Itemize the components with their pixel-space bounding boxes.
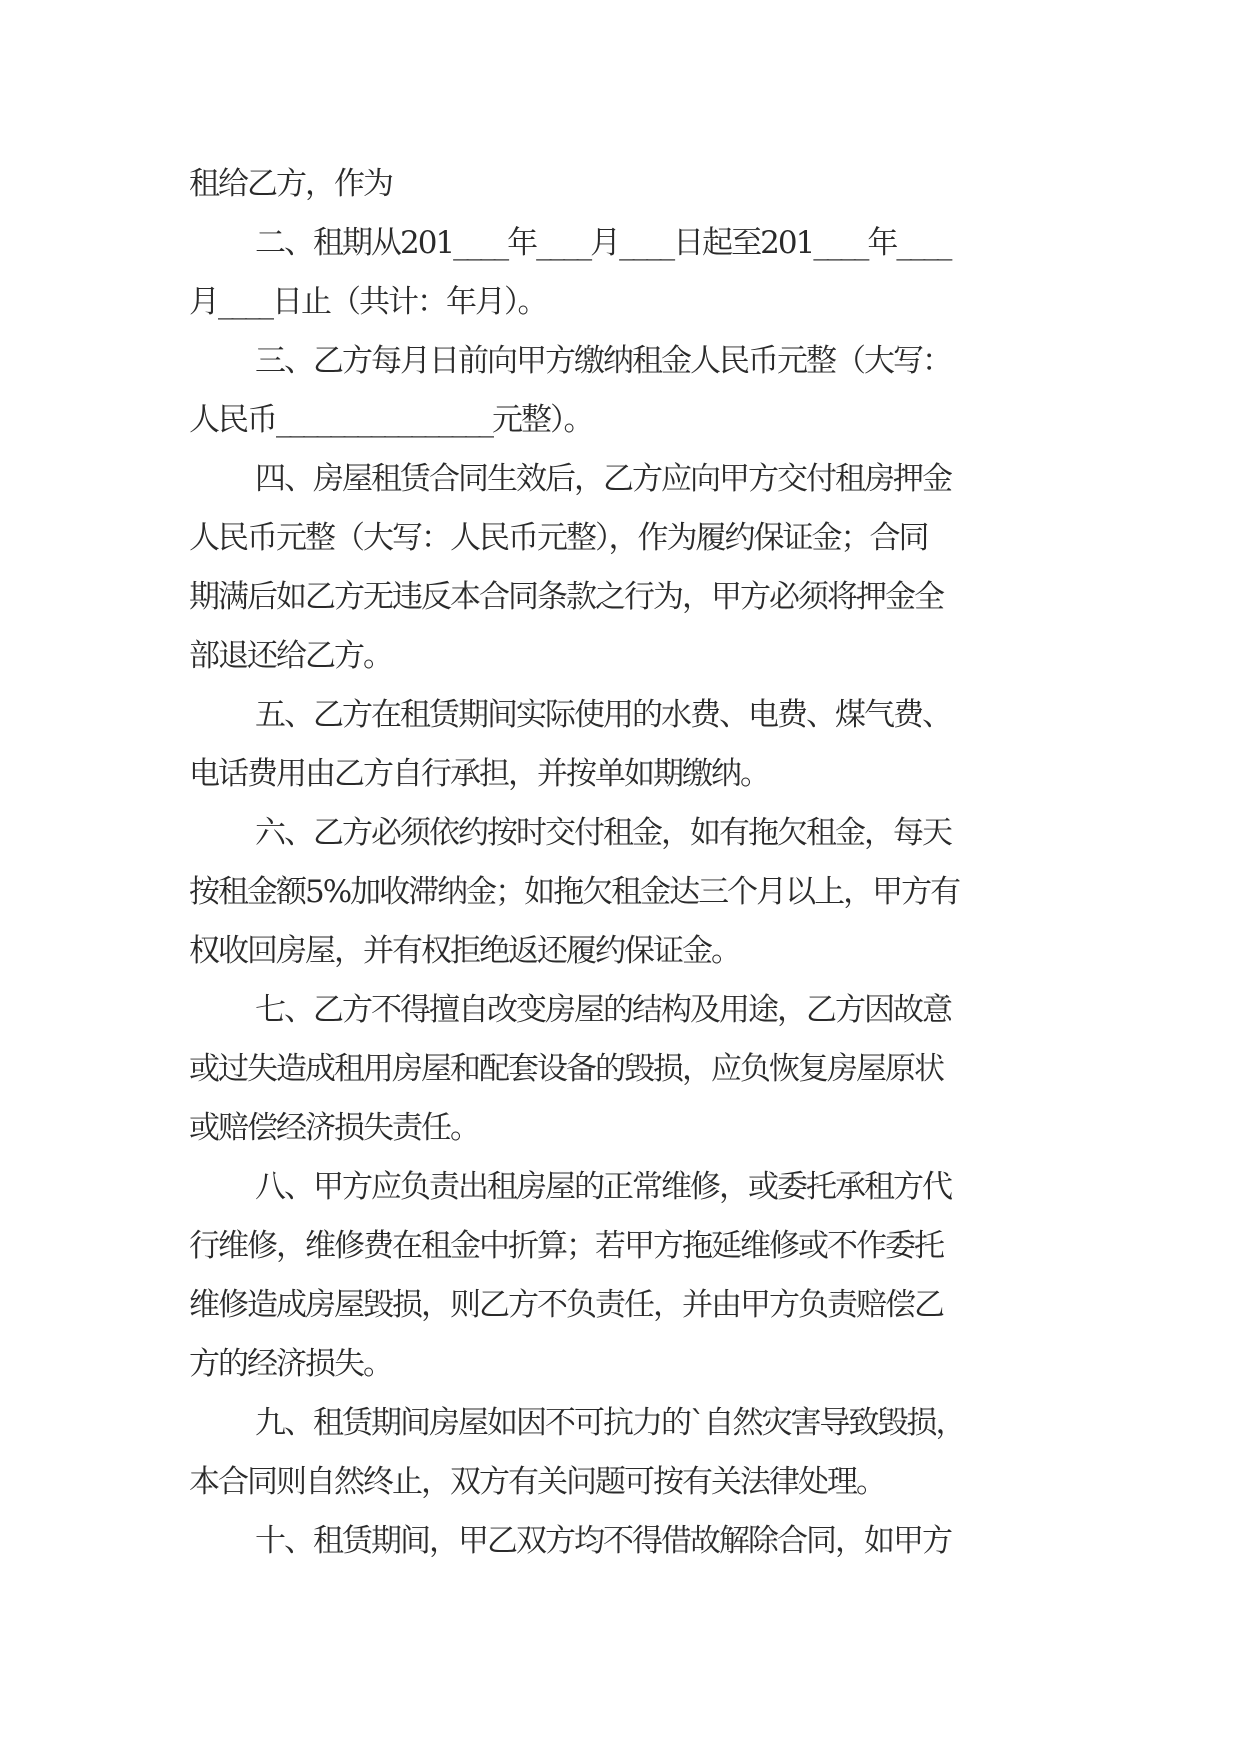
text-line-7: 人民币元整（大写：人民币元整），作为履约保证金；合同 — [189, 520, 928, 556]
text-line-19: 行维修，维修费在租金中折算；若甲方拖延维修或不作委托 — [189, 1228, 943, 1264]
text-line-13: 按租金额5%加收滞纳金；如拖欠租金达三个月以上，甲方有 — [189, 874, 960, 910]
text-line-12: 六、乙方必须依约按时交付租金，如有拖欠租金，每天 — [255, 815, 951, 851]
text-line-3: 月____日止（共计：年月）。 — [189, 284, 547, 320]
text-line-2: 二、租期从201____年____月____日起至201____年____ — [255, 225, 951, 261]
text-line-4: 三、乙方每月日前向甲方缴纳租金人民币元整（大写： — [255, 343, 951, 379]
text-line-6: 四、房屋租赁合同生效后，乙方应向甲方交付租房押金 — [255, 461, 951, 497]
text-line-23: 本合同则自然终止，双方有关问题可按有关法律处理。 — [189, 1464, 885, 1500]
text-line-16: 或过失造成租用房屋和配套设备的毁损，应负恢复房屋原状 — [189, 1051, 943, 1087]
text-line-15: 七、乙方不得擅自改变房屋的结构及用途，乙方因故意 — [255, 992, 951, 1028]
text-line-10: 五、乙方在租赁期间实际使用的水费、电费、煤气费、 — [255, 697, 951, 733]
text-line-14: 权收回房屋，并有权拒绝返还履约保证金。 — [189, 933, 740, 969]
text-line-5: 人民币________________元整）。 — [189, 402, 593, 438]
text-line-21: 方的经济损失。 — [189, 1346, 392, 1382]
text-line-24: 十、租赁期间，甲乙双方均不得借故解除合同，如甲方 — [255, 1523, 951, 1559]
text-line-18: 八、甲方应负责出租房屋的正常维修，或委托承租方代 — [255, 1169, 951, 1205]
text-line-11: 电话费用由乙方自行承担，并按单如期缴纳。 — [189, 756, 769, 792]
text-line-20: 维修造成房屋毁损，则乙方不负责任，并由甲方负责赔偿乙 — [189, 1287, 943, 1323]
text-line-22: 九、租赁期间房屋如因不可抗力的`自然灾害导致毁损， — [255, 1405, 965, 1441]
text-line-8: 期满后如乙方无违反本合同条款之行为，甲方必须将押金全 — [189, 579, 943, 615]
text-line-17: 或赔偿经济损失责任。 — [189, 1110, 479, 1146]
text-line-1: 租给乙方，作为 — [189, 166, 392, 202]
text-line-9: 部退还给乙方。 — [189, 638, 392, 674]
